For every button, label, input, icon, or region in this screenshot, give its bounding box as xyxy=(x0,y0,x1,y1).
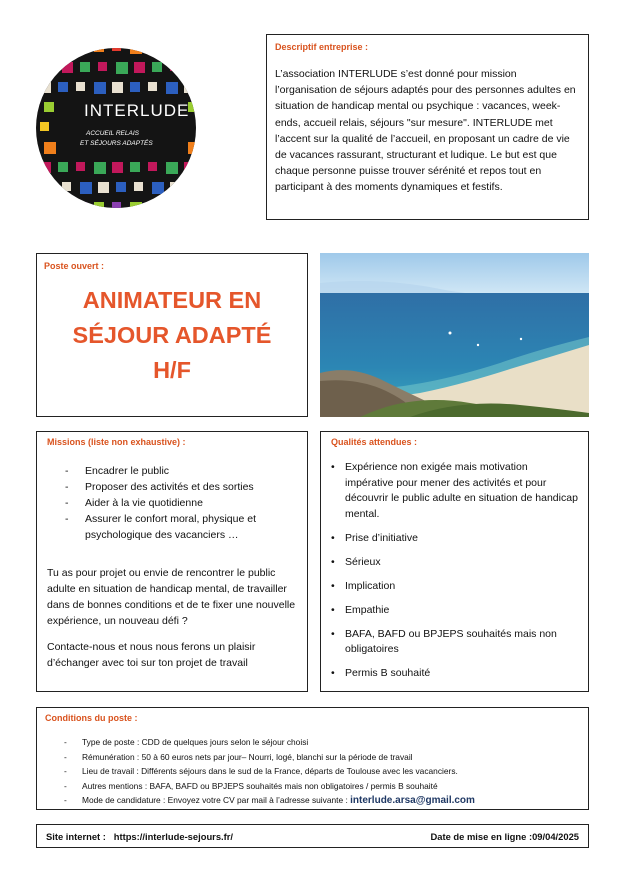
qualities-list xyxy=(331,460,578,682)
logo-square-decoration xyxy=(40,202,49,211)
logo-square-decoration xyxy=(116,62,128,74)
website-link[interactable]: https://interlude-sejours.fr/ xyxy=(113,830,234,842)
logo-square-decoration xyxy=(166,162,178,174)
missions-paragraph-2: Contacte-nous et nous nous ferons un plaisir d’échanger avec toi sur ton projet de travail xyxy=(47,641,256,669)
logo-square-decoration xyxy=(44,142,56,154)
website-info xyxy=(46,831,233,842)
condition-item: - Rémunération : 50 à 60 euros nets par jour– Nourri, logé, blanchi sur la période de travail xyxy=(64,750,580,765)
logo-square-decoration xyxy=(130,162,140,172)
logo-square-decoration xyxy=(166,42,176,52)
logo-square-decoration xyxy=(184,202,193,211)
mission-item: - Aider à la vie quotidienne xyxy=(65,495,299,511)
logo-square-decoration xyxy=(184,42,193,51)
open-position-box xyxy=(36,253,308,417)
logo-square-decoration xyxy=(170,182,181,193)
open-position-header: Poste ouvert : xyxy=(44,261,105,271)
condition-item: - Lieu de travail : Différents séjours dans le sud de la France, départs de Toulouse avec les vacanciers. xyxy=(64,764,580,779)
logo-square-decoration xyxy=(76,42,87,53)
publication-date-label: Date de mise en ligne : xyxy=(430,830,533,842)
job-title-line-2: SÉJOUR ADAPTÉ xyxy=(72,322,272,348)
mission-item: - Proposer des activités et des sorties xyxy=(65,479,299,495)
quality-item: • Empathie xyxy=(331,603,578,619)
logo-square-decoration xyxy=(130,202,142,214)
logo-tagline-2: ET SÉJOURS ADAPTÉS xyxy=(80,140,153,147)
logo-square-decoration xyxy=(188,62,196,74)
footer-bar xyxy=(36,824,589,848)
logo-square-decoration xyxy=(62,182,71,191)
logo-square-decoration xyxy=(112,162,123,173)
logo-square-decoration xyxy=(170,62,179,71)
missions-box xyxy=(36,431,308,692)
logo-square-decoration xyxy=(98,182,109,193)
logo-square-decoration xyxy=(94,162,106,174)
logo-square-decoration xyxy=(58,162,68,172)
job-title-line-1: ANIMATEUR EN xyxy=(82,287,262,313)
logo-square-decoration xyxy=(188,142,196,154)
interlude-logo xyxy=(36,34,196,222)
logo-square-decoration xyxy=(112,42,121,51)
logo-square-decoration xyxy=(152,182,164,194)
logo-square-decoration xyxy=(134,62,145,73)
missions-header: Missions (liste non exhaustive) : xyxy=(47,437,186,447)
conditions-box xyxy=(36,707,589,810)
quality-item: • Expérience non exigée mais motivation impérative pour mener des activités et pour découvrir le public adulte en situation de handicap mental. xyxy=(331,460,578,522)
beach-photo xyxy=(320,253,589,417)
logo-square-decoration xyxy=(40,122,49,131)
quality-item: • Sérieux xyxy=(331,555,578,571)
logo-square-decoration xyxy=(62,62,73,73)
logo-square-decoration xyxy=(44,62,56,74)
logo-square-decoration xyxy=(94,82,106,94)
quality-item: • Permis B souhaité xyxy=(331,666,578,682)
contact-email-link[interactable]: interlude.arsa@gmail.com xyxy=(350,795,475,806)
logo-square-decoration xyxy=(184,82,195,93)
logo-square-decoration xyxy=(148,42,159,53)
qualities-box xyxy=(320,431,589,692)
conditions-header: Conditions du poste : xyxy=(45,713,138,723)
conditions-list xyxy=(45,735,580,809)
logo-square-decoration xyxy=(148,82,157,91)
logo-square-decoration xyxy=(40,162,51,173)
logo-square-decoration xyxy=(166,82,178,94)
condition-item: - Autres mentions : BAFA, BAFD ou BPJEPS souhaités mais non obligatoires / permis B souhaité xyxy=(64,779,580,794)
company-description-text: L’association INTERLUDE s’est donné pour mission l’organisation de séjours adaptés pour des personnes adultes en situation de handicap mental ou psychique : vacances, week-ends, accueil relais, séjours "sur mesure". INTERLUDE met l’accent sur la qualité de l’accueil, en proposant un cadre de vie de vacances rassurant, structurant et ludique. Le but est que chaque personne puisse trouver sérénité et repos tout en participant à des moments dynamiques et festifs. xyxy=(275,68,576,194)
logo-square-decoration xyxy=(58,202,70,214)
mission-item: - Assurer le confort moral, physique et psychologique des vacanciers … xyxy=(65,511,299,543)
mission-item: - Encadrer le public xyxy=(65,463,299,479)
logo-square-decoration xyxy=(166,202,176,212)
quality-item: • Implication xyxy=(331,579,578,595)
logo-square-decoration xyxy=(40,82,51,93)
logo-square-decoration xyxy=(80,62,90,72)
logo-square-decoration xyxy=(130,82,140,92)
logo-square-decoration xyxy=(152,62,162,72)
company-description-header: Descriptif entreprise : xyxy=(275,42,369,52)
company-description-box xyxy=(266,34,589,220)
logo-square-decoration xyxy=(98,62,107,71)
logo-square-decoration xyxy=(44,102,54,112)
logo-square-decoration xyxy=(130,42,142,54)
logo-square-decoration xyxy=(112,82,123,93)
quality-item: • Prise d’initiative xyxy=(331,531,578,547)
logo-tagline-1: ACCUEIL RELAIS xyxy=(86,130,139,137)
logo-square-decoration xyxy=(134,182,143,191)
logo-square-decoration xyxy=(148,202,159,213)
quality-item: • BAFA, BAFD ou BPJEPS souhaités mais non obligatoires xyxy=(331,627,578,658)
logo-square-decoration xyxy=(116,182,126,192)
logo-square-decoration xyxy=(148,162,157,171)
missions-paragraph-1: Tu as pour projet ou envie de rencontrer le public adulte en situation de handicap mental, de travailler dans de bonnes conditions et de te fixer une nouvelle expérience, un nouveau défi ? xyxy=(47,567,296,627)
logo-square-decoration xyxy=(188,182,196,192)
logo-square-decoration xyxy=(58,82,68,92)
missions-list xyxy=(47,463,299,543)
logo-wordmark: INTERLUDE xyxy=(84,101,190,120)
logo-square-decoration xyxy=(112,202,121,211)
qualities-header: Qualités attendues : xyxy=(331,437,418,447)
publication-date-info xyxy=(430,831,579,842)
condition-item-candidature xyxy=(64,793,580,809)
logo-square-decoration xyxy=(58,42,70,54)
logo-square-decoration xyxy=(94,202,104,212)
logo-square-decoration xyxy=(76,82,85,91)
logo-square-decoration xyxy=(76,162,85,171)
condition-item: - Type de poste : CDD de quelques jours selon le séjour choisi xyxy=(64,735,580,750)
job-title-line-3: H/F xyxy=(153,357,191,383)
logo-square-decoration xyxy=(94,42,104,52)
logo-square-decoration xyxy=(80,182,92,194)
logo-square-decoration xyxy=(184,162,195,173)
job-title xyxy=(44,283,300,388)
candidature-label: Mode de candidature : Envoyez votre CV par mail à l’adresse suivante : xyxy=(82,795,348,805)
logo-square-decoration xyxy=(44,182,54,192)
website-label: Site internet : xyxy=(46,830,106,842)
logo-square-decoration xyxy=(40,42,49,51)
logo-square-decoration xyxy=(76,202,87,213)
publication-date-value: 09/04/2025 xyxy=(532,830,579,842)
